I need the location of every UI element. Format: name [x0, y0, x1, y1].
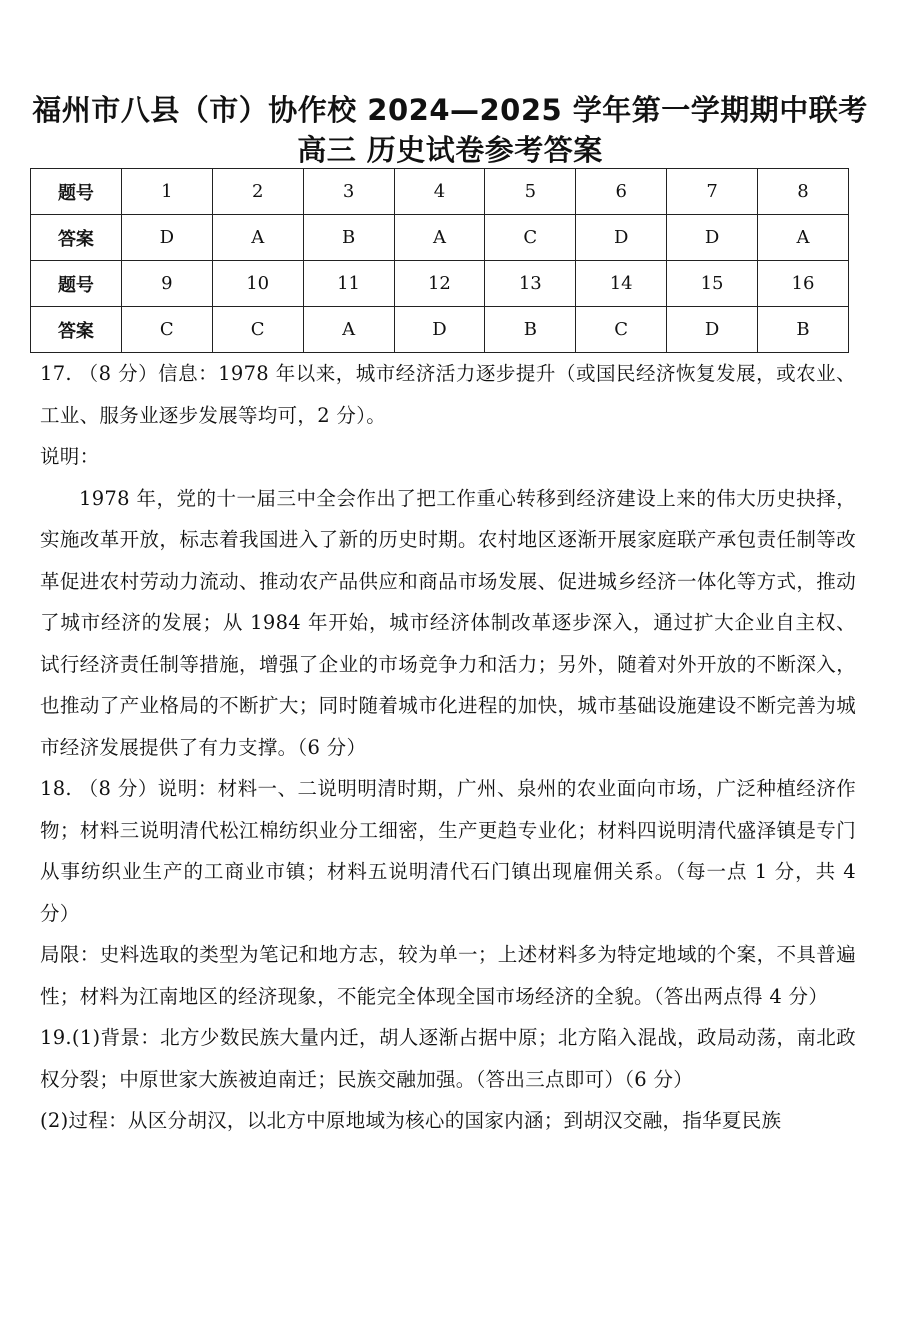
question-number-cell: 7 [667, 169, 758, 215]
question-number-cell: 6 [576, 169, 667, 215]
row-label: 答案 [31, 307, 122, 353]
answer-cell: D [394, 307, 485, 353]
answer-table [30, 168, 849, 353]
answer-cell: D [667, 215, 758, 261]
document-title: 福州市八县（市）协作校 2024—2025 学年第一学期期中联考 [32, 93, 868, 127]
answer-cell: B [758, 307, 849, 353]
row-label: 题号 [31, 169, 122, 215]
answer-cell: C [212, 307, 303, 353]
question-number-row [31, 169, 849, 215]
answer-explanations [40, 353, 856, 1142]
question-number-row [31, 261, 849, 307]
question-number-cell: 1 [121, 169, 212, 215]
answer-cell: C [121, 307, 212, 353]
answer-cell: B [485, 307, 576, 353]
answer-cell: D [576, 215, 667, 261]
answer-cell: D [121, 215, 212, 261]
question-number-cell: 12 [394, 261, 485, 307]
answer-cell: A [394, 215, 485, 261]
answer-paragraph: 17. （8 分）信息：1978 年以来，城市经济活力逐步提升（或国民经济恢复发展，或农业、工业、服务业逐步发展等均可，2 分）。 [40, 362, 856, 427]
answer-paragraph: 局限：史料选取的类型为笔记和地方志，较为单一；上述材料多为特定地域的个案，不具普遍性；材料为江南地区的经济现象，不能完全体现全国市场经济的全貌。（答出两点得 4 分） [40, 943, 856, 1008]
question-number-cell: 11 [303, 261, 394, 307]
question-number-cell: 8 [758, 169, 849, 215]
row-label: 答案 [31, 215, 122, 261]
question-number-cell: 3 [303, 169, 394, 215]
answer-paragraph: 说明： [40, 445, 100, 468]
answer-cell: C [576, 307, 667, 353]
answer-paragraph: (2)过程：从区分胡汉，以北方中原地域为核心的国家内涵；到胡汉交融，指华夏民族 [40, 1109, 782, 1132]
question-number-cell: 16 [758, 261, 849, 307]
answer-paragraph: 19.(1)背景：北方少数民族大量内迁，胡人逐渐占据中原；北方陷入混战，政局动荡，南北政权分裂；中原世家大族被迫南迁；民族交融加强。（答出三点即可）（6 分） [40, 1026, 856, 1091]
document-subtitle: 高三 历史试卷参考答案 [297, 133, 603, 167]
answer-cell: D [667, 307, 758, 353]
question-number-cell: 13 [485, 261, 576, 307]
answer-cell: A [758, 215, 849, 261]
answer-cell: C [485, 215, 576, 261]
question-number-cell: 15 [667, 261, 758, 307]
question-number-cell: 14 [576, 261, 667, 307]
question-number-cell: 9 [121, 261, 212, 307]
question-number-cell: 4 [394, 169, 485, 215]
question-number-cell: 5 [485, 169, 576, 215]
answer-cell: A [303, 307, 394, 353]
question-number-cell: 10 [212, 261, 303, 307]
answer-paragraph: 1978 年，党的十一届三中全会作出了把工作重心转移到经济建设上来的伟大历史抉择，实施改革开放，标志着我国进入了新的历史时期。农村地区逐渐开展家庭联产承包责任制等改革促进农村劳动力流动、推动农产品供应和商品市场发展、促进城乡经济一体化等方式，推动了城市经济的发展；从 1984 年开始，城市经济体制改革逐步深入，通过扩大企业自主权、试行经济责任制等措施，增强了企业的市场竞争力和活力；另外，随着对外开放的不断深入，也推动了产业格局的不断扩大；同时随着城市化进程的加快，城市基础设施建设不断完善为城市经济发展提供了有力支撑。（6 分） [40, 486, 856, 759]
answer-cell: A [212, 215, 303, 261]
row-label: 题号 [31, 261, 122, 307]
answer-row [31, 215, 849, 261]
answer-cell: B [303, 215, 394, 261]
answer-row [31, 307, 849, 353]
answer-paragraph: 18. （8 分）说明：材料一、二说明明清时期，广州、泉州的农业面向市场，广泛种植经济作物；材料三说明清代松江棉纺织业分工细密，生产更趋专业化；材料四说明清代盛泽镇是专门从事纺织业生产的工商业市镇；材料五说明清代石门镇出现雇佣关系。（每一点 1 分，共 4 分） [40, 777, 856, 925]
question-number-cell: 2 [212, 169, 303, 215]
